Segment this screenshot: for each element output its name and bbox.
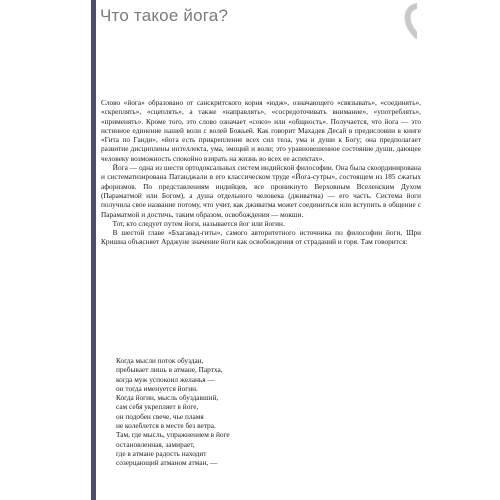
poem-line: Когда мысли поток обуздан,: [116, 356, 204, 365]
paragraph: Слово «йога» образовано от санскритского корня «юдж», означающего «связывать», «соединять», «скреплять», «сцеплять», а также «направлять», «сосредоточивать внимание», «употреблять», «применять». Кроме того, это слово означает «союз» или «общность». Получается, что йога — это истинное единение нашей воли с волей Божьей. Как говорит Махадев Десай в предисловии в книге «Гита по Ганди», «йога есть прикрепление всех сил тела, ума и души к Богу; она предполагает развитие дисциплины интеллекта, ума, эмоций и воли; это уравновешенное состояние души, дающее человеку возможность спокойно взирать на жизнь во всех ее аспектах».: [101, 98, 421, 163]
poem-quote: [116, 356, 416, 468]
paragraph: В шестой главе «Бхагавад-гиты», самого авторитетного источника по философии йоги, Шри Кришна объясняет Арджуне значение йоги как освобождения от страданий и горя. Там говорится:: [101, 228, 421, 247]
poem-line: пребывает лишь в атмане, Партха,: [116, 365, 223, 375]
poem-line: он тогда именуется йогин.: [116, 383, 198, 393]
chapter-heading: Что такое йога?: [100, 6, 229, 25]
poem-line: Там, где мысль, упражнением в йоге: [116, 430, 230, 440]
paragraph: Тот, кто следует путем йоги, называется йог или йогин.: [112, 218, 285, 228]
poem-line: когда муж успокоил желанья —: [116, 374, 215, 384]
poem-line: не колеблется в месте без ветра.: [116, 421, 216, 431]
poem-line: остановленная, замирает,: [116, 439, 195, 449]
poem-line: он подобен свече, чье пламя: [116, 411, 204, 421]
book-page: [96, 0, 500, 500]
poem-line: сам себя укрепляет в йоге,: [116, 402, 199, 412]
body-text: [101, 98, 421, 247]
poem-line: где в атмане радость находит: [116, 448, 207, 458]
poem-line: Когда йогин, мысль обуздавший,: [116, 393, 219, 403]
corner-logo-mark: [397, 0, 417, 42]
poem-line: созерцающий атманом атман, —: [116, 458, 218, 468]
paragraph: Йога — одна из шести ортодоксальных систем индийской философии. Она была скоординирована и систематизирована Патанджали в его классическом труде «Йога-сутры», состоящем из 185 сжатых афоризмов. По представлениям индийцев, все проникнуто Верховным Вселенским Духом (Параматмой или Богом), а душа отдельного человека (дживатма) — его часть. Система йоги получила свое название потому, что учит, как дживатма может соединиться или вступить в общение с Параматмой и достичь, таким образом, освобождения — мокши.: [101, 163, 421, 219]
